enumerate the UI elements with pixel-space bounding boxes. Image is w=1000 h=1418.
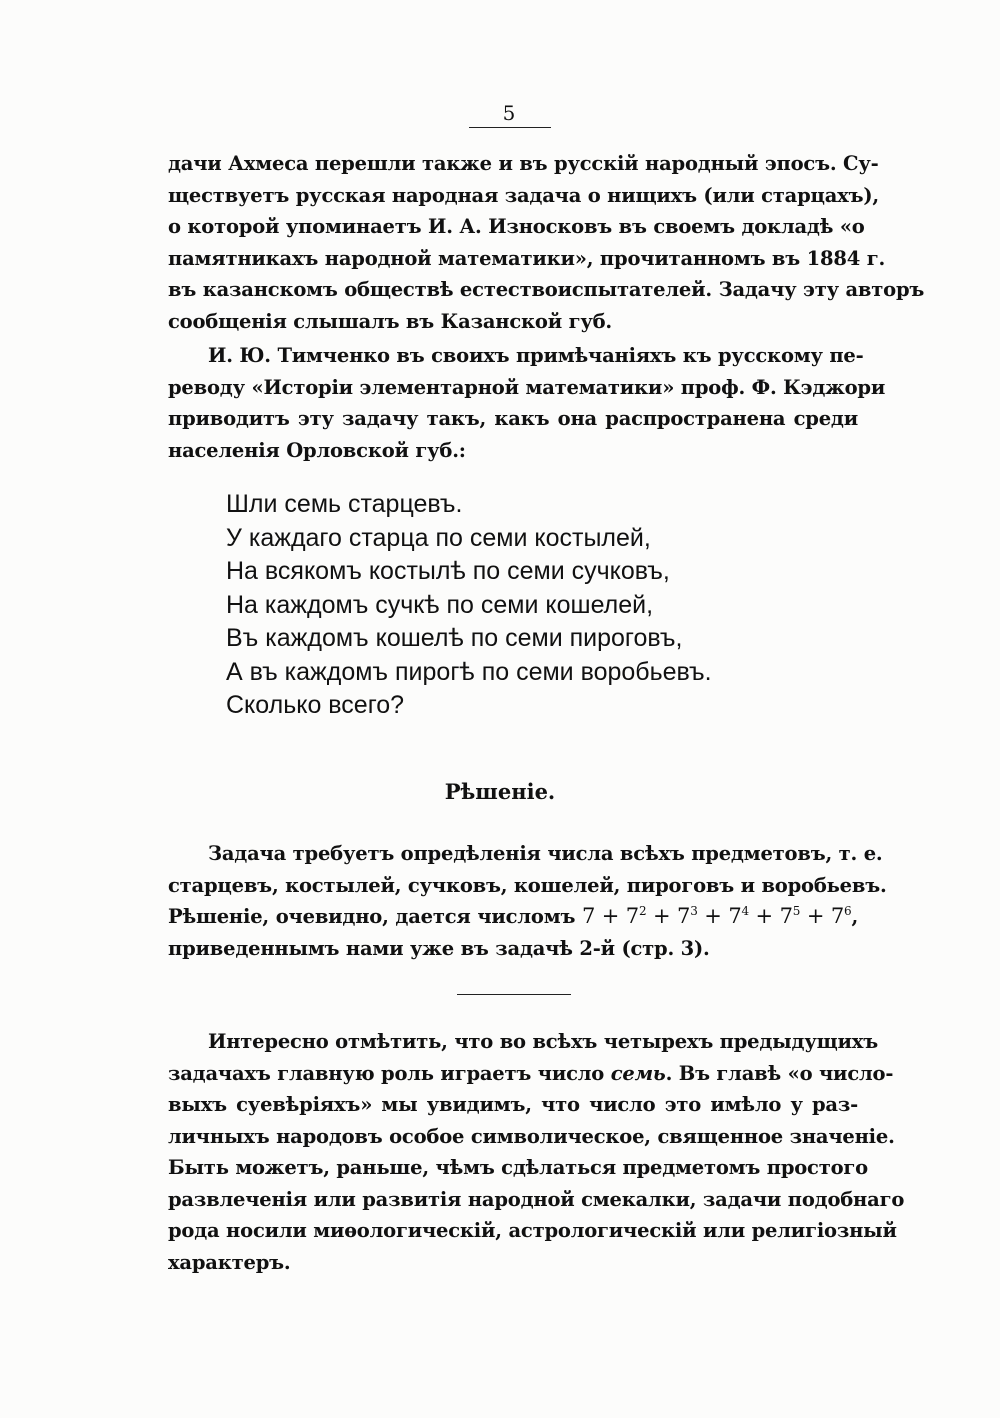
verse-line: А въ каждомъ пирогѣ по семи воробьевъ. bbox=[226, 657, 712, 686]
text-line: развлеченія или развитія народной смекалки, задачи подобнаго bbox=[168, 1187, 905, 1211]
verse-line: Сколько всего? bbox=[226, 691, 405, 719]
text-line: Быть можетъ, раньше, чѣмъ сдѣлаться предметомъ простого bbox=[168, 1156, 868, 1179]
verse-line: На каждомъ сучкѣ по семи кошелей, bbox=[226, 590, 654, 619]
verse-line: На всякомъ костылѣ по семи сучковъ, bbox=[226, 557, 670, 585]
page-number-rule bbox=[469, 127, 551, 128]
text-line: реводу «Исторіи элементарной математики» проф. Ф. Кэджори bbox=[168, 375, 886, 399]
text-line: ществуетъ русская народная задача о нищихъ (или старцахъ), bbox=[168, 183, 879, 207]
text-line: приводитъ эту задачу такъ, какъ она распространена среди bbox=[168, 407, 858, 430]
paragraph-akhmes-folk-epic bbox=[168, 148, 925, 337]
formula-lead-text: Рѣшеніе, очевидно, дается числомъ bbox=[168, 905, 576, 928]
text-line: въ казанскомъ обществѣ естествоиспытателей. Задачу эту авторъ bbox=[168, 278, 925, 301]
paragraph-number-seven bbox=[168, 1026, 905, 1278]
text-line: И. Ю. Тимченко въ своихъ примѣчаніяхъ къ русскому пе- bbox=[208, 344, 864, 367]
text-line-formula: Рѣшеніе, очевидно, дается числомъ $7 + 7^2 + 7^3 + 7^4 + 7^5 + 7^6$, bbox=[168, 904, 859, 928]
text-line: Задача требуетъ опредѣленія числа всѣхъ предметовъ, т. е. bbox=[208, 842, 883, 865]
italic-word: семь bbox=[610, 1061, 666, 1085]
text-line: населенія Орловской губ.: bbox=[168, 438, 466, 462]
text-line: памятникахъ народной математики», прочитанномъ въ 1884 г. bbox=[168, 246, 886, 270]
text-line: приведеннымъ нами уже въ задачѣ 2-й (стр. 3). bbox=[168, 936, 710, 960]
verse-line: Шли семь старцевъ. bbox=[226, 490, 463, 518]
text-line: о которой упоминаетъ И. А. Износковъ въ своемъ докладѣ «о bbox=[168, 215, 865, 238]
page-number: 5 bbox=[502, 101, 516, 125]
paragraph-timchenko bbox=[168, 340, 886, 466]
sum-of-powers-formula: $7 + 7^2 + 7^3 + 7^4 + 7^5 + 7^6$ bbox=[581, 904, 852, 928]
folk-verse bbox=[226, 488, 826, 723]
text-line: характеръ. bbox=[168, 1250, 291, 1274]
verse-line: Въ каждомъ кошелѣ по семи пироговъ, bbox=[226, 624, 683, 652]
text-line: выхъ суевѣріяхъ» мы увидимъ, что число это имѣло у раз- bbox=[168, 1093, 858, 1116]
text-line: личныхъ народовъ особое символическое, священное значеніе. bbox=[168, 1124, 895, 1148]
solution-heading: Рѣшеніе. bbox=[444, 779, 556, 804]
text-line: дачи Ахмеса перешли также и въ русскій народный эпосъ. Су- bbox=[168, 152, 879, 175]
text-line: рода носили миѳологическій, астрологическій или религіозный bbox=[168, 1219, 897, 1242]
text-line-with-italic: задачахъ главную роль играетъ число семь. Въ главѣ «о числo- bbox=[168, 1061, 894, 1085]
section-divider bbox=[457, 994, 571, 995]
text-line: Интересно отмѣтить, что во всѣхъ четырехъ предыдущихъ bbox=[208, 1030, 878, 1053]
text-line: сообщенія слышалъ въ Казанской губ. bbox=[168, 309, 612, 333]
verse-line: У каждаго старца по семи костылей, bbox=[226, 523, 651, 552]
text-line: старцевъ, костылей, сучковъ, кошелей, пироговъ и воробьевъ. bbox=[168, 873, 887, 897]
paragraph-solution bbox=[168, 838, 887, 964]
